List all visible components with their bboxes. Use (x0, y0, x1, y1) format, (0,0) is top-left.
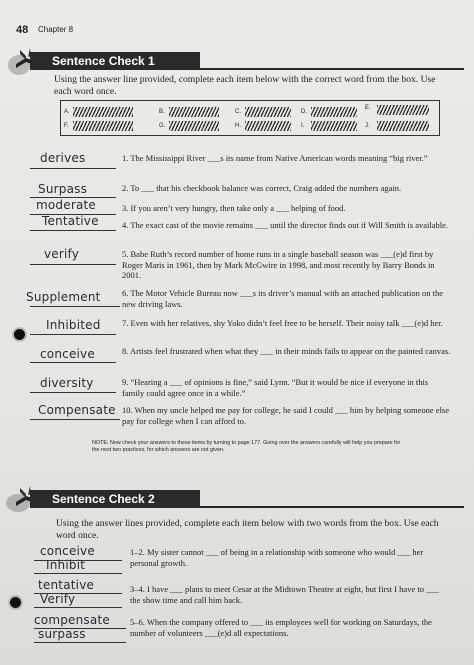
answer-line-8 (30, 362, 116, 363)
answer-5: verify (44, 247, 80, 261)
answer-5-6a: compensate (34, 613, 110, 627)
item-5-6: 5–6. When the company offered to ___ its employees well for working on Saturdays, the number of volunteers ___(e)d all expectations. (130, 617, 432, 638)
answer-9: diversity (40, 376, 94, 390)
answer-3: moderate (36, 198, 97, 212)
scribbled-word (311, 121, 357, 131)
answer-line-9 (30, 392, 116, 393)
scribbled-word (377, 105, 429, 115)
item-1: 1. The Mississippi River ___s its name from Native American words meaning “big river.” (122, 153, 428, 163)
box-label-c: C. (235, 109, 241, 115)
item-8: 8. Artists feel frustrated when what they ___ in their minds fails to appear on the painted canvas. (122, 346, 451, 356)
scribbled-word (73, 121, 133, 131)
answer-3-4b: Verify (40, 592, 76, 606)
binder-hole (8, 595, 23, 610)
scribbled-word (245, 107, 291, 117)
item-2: 2. To ___ that his checkbook balance was correct, Craig added the numbers again. (122, 183, 402, 193)
chapter-label: Chapter 8 (38, 25, 74, 34)
sentence-check-2-title: Sentence Check 2 (52, 492, 155, 506)
scribbled-word (73, 107, 133, 117)
box-label-f: F. (64, 123, 69, 129)
item-5: 5. Babe Ruth’s record number of home runs in a single baseball season was ___(e)d first by Roger Maris in 1961, then by Mark McGwire in 1998, and most recently by Barry Bonds in 2001. (122, 249, 435, 280)
item-9: 9. “Hearing a ___ of opinions is fine,” said Lynn. “But it would be nice if everyone in this family could agree once in a while.” (122, 377, 429, 398)
binder-hole (12, 327, 27, 342)
answer-line-5-6b (34, 642, 126, 643)
sentence-check-1-instructions: Using the answer line provided, complete each item below with the correct word from the box. Use each word once. (54, 74, 436, 97)
answer-1-2b: Inhibit (46, 558, 86, 572)
answer-line-7 (30, 334, 116, 335)
answer-line-5 (30, 264, 116, 265)
box-label-d: D. (301, 109, 307, 115)
answer-2: Surpass (38, 182, 88, 196)
banner-rule-2 (30, 506, 464, 508)
item-6: 6. The Motor Vehicle Bureau now ___s its driver’s manual with an attached publication on the new driving laws. (122, 288, 444, 309)
box-label-e: E. (365, 105, 371, 111)
scribbled-word (311, 107, 357, 117)
page-number: 48 (16, 24, 29, 36)
answer-line-10 (30, 419, 120, 420)
item-3-4: 3–4. I have ___ plans to meet Cesar at the Midtown Theatre at eight, but first I have to ___ the show time and call him back. (130, 584, 439, 605)
answer-5-6b: surpass (38, 627, 86, 641)
sentence-check-1-title: Sentence Check 1 (52, 54, 155, 68)
scribbled-word (377, 121, 429, 131)
box-label-g: G. (159, 123, 166, 129)
item-1-2: 1–2. My sister cannot ___ of being in a relationship with someone who would ___ her personal growth. (130, 547, 424, 568)
answer-1: derives (40, 151, 86, 165)
item-10: 10. When my uncle helped me pay for college, he said I could ___ him by helping someone else pay for college when I can afford to. (122, 405, 450, 426)
answer-line-6 (30, 306, 120, 307)
scribbled-word (169, 107, 219, 117)
item-3: 3. If you aren’t very hungry, then take only a ___ helping of food. (122, 203, 346, 213)
box-label-h: H. (235, 123, 241, 129)
box-label-a: A. (64, 109, 70, 115)
answer-3-4a: tentative (38, 578, 95, 592)
answer-10: Compensate (38, 403, 116, 417)
note: NOTE: Now check your answers to these items by turning to page 177. Going over the answers carefully will help you prepare for the next two practices, for which answers are not given. (92, 440, 401, 453)
sentence-check-2-instructions: Using the answer lines provided, complete each item below with two words from the box. Use each word once. (56, 518, 439, 541)
answer-6: Supplement (26, 290, 101, 304)
banner-rule-1 (30, 68, 464, 70)
answer-line-1-2b (34, 573, 122, 574)
box-label-i: I. (301, 123, 305, 129)
word-box (60, 100, 440, 136)
answer-4: Tentative (42, 214, 99, 228)
answer-line-3-4b (34, 607, 122, 608)
scribbled-word (169, 121, 219, 131)
answer-line-4 (30, 230, 116, 231)
item-7: 7. Even with her relatives, shy Yoko didn’t feel free to be herself. Their noisy talk ___(e)d her. (122, 318, 443, 328)
item-4: 4. The exact cast of the movie remains ___ until the director finds out if Will Smith is available. (122, 220, 449, 230)
box-label-b: B. (159, 109, 165, 115)
answer-1-2a: conceive (40, 544, 95, 558)
answer-7: Inhibited (46, 318, 101, 332)
scribbled-word (245, 121, 291, 131)
answer-8: conceive (40, 347, 95, 361)
answer-line-1 (30, 168, 116, 169)
box-label-j: J. (365, 123, 370, 129)
